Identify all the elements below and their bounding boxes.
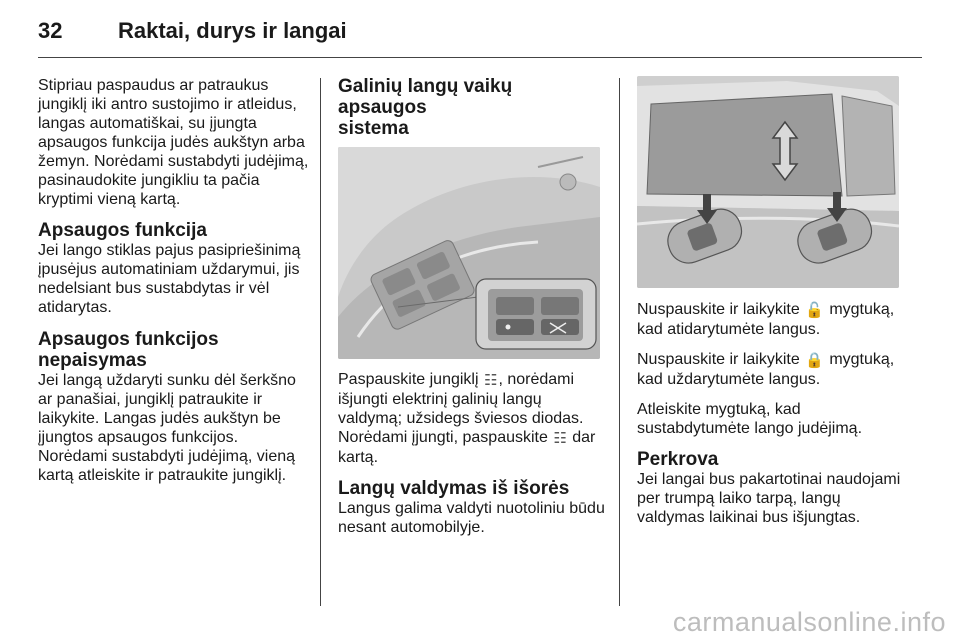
header-divider [38, 57, 922, 58]
heading-override-line1: Apsaugos funkcijos [38, 329, 219, 350]
paragraph-child-lock-part1: Paspauskite jungiklį [338, 371, 479, 388]
unlock-icon: 🔓 [805, 302, 824, 319]
column-divider-2 [619, 78, 620, 606]
section-override [38, 329, 310, 485]
door-switch-illustration [338, 147, 600, 359]
page-header [38, 12, 922, 56]
paragraph-close-part1: Nuspauskite ir laikykite [637, 351, 800, 368]
heading-remote: Langų valdymas iš išorės [338, 478, 570, 499]
section-protection [38, 220, 310, 317]
heading-override-line2: nepaisymas [38, 350, 147, 371]
paragraph-open-part2: mygtuką, kad atidarytumėte langus. [637, 301, 895, 338]
column-3 [637, 76, 909, 539]
heading-child-lock [338, 76, 606, 139]
paragraph-child-lock [338, 370, 606, 467]
paragraph-protection: Jei lango stiklas pajus pasipriešinimą įpusėjus automatiniam uždarymui, jis nedelsiant bus sustabdytas ir vėl atidarytas. [38, 242, 301, 316]
child-lock-icon: ☷ [553, 430, 567, 447]
paragraph-remote: Langus galima valdyti nuotoliniu būdu nesant automobilyje. [338, 500, 605, 536]
remote-key-drawing [637, 76, 899, 288]
heading-protection: Apsaugos funkcija [38, 220, 207, 241]
paragraph-override: Jei langą uždaryti sunku dėl šerkšno ar panašiai, jungiklį patraukite ir laikykite. Langas judės aukštyn be įjungtos apsaugos funkcijos. Norėdami sustabdyti judėjimą, vieną kartą atleiskite ir patraukite jungiklį. [38, 372, 296, 484]
door-switch-drawing [338, 147, 600, 359]
paragraph-open-part1: Nuspauskite ir laikykite [637, 301, 800, 318]
paragraph-close-part2: mygtuką, kad uždarytumėte langus. [637, 351, 895, 388]
heading-override [38, 329, 310, 371]
child-lock-icon: ☷ [483, 372, 498, 389]
intro-paragraph: Stipriau paspaudus ar patraukus jungiklį iki antro sustojimo ir atleidus, langas automatiškai, su įjungta apsaugos funkcija judės aukštyn arba žemyn. Norėdami sustabdyti judėjimą, pasinaudokite jungikliu ta pačia kryptimi vieną kartą. [38, 77, 309, 208]
paragraph-open [637, 300, 909, 339]
column-divider-1 [320, 78, 321, 606]
remote-key-illustration [637, 76, 899, 288]
paragraph-child-lock-part2: , norėdami išjungti elektrinį galinių langų valdymą; užsidegs šviesos diodas. Norėdami įjungti, paspauskite [338, 371, 584, 446]
lock-icon: 🔒 [805, 352, 824, 369]
column-2 [338, 76, 606, 549]
section-overload [637, 449, 909, 527]
paragraph-close [637, 350, 909, 389]
heading-child-lock-line1: Galinių langų vaikų apsaugos [338, 76, 513, 118]
column-1 [38, 76, 310, 497]
page-title: Raktai, durys ir langai [118, 18, 347, 43]
page-number: 32 [38, 18, 63, 43]
section-remote [338, 478, 606, 537]
heading-overload: Perkrova [637, 449, 719, 470]
paragraph-overload: Jei langai bus pakartotinai naudojami per trumpą laiko tarpą, langų valdymas laikinai bus išjungtas. [637, 471, 901, 526]
paragraph-release: Atleiskite mygtuką, kad sustabdytumėte lango judėjimą. [637, 401, 863, 437]
heading-child-lock-line2: sistema [338, 118, 409, 139]
paragraph-child-lock-part3: dar kartą. [338, 429, 596, 466]
watermark: carmanualsonline.info [672, 607, 946, 637]
